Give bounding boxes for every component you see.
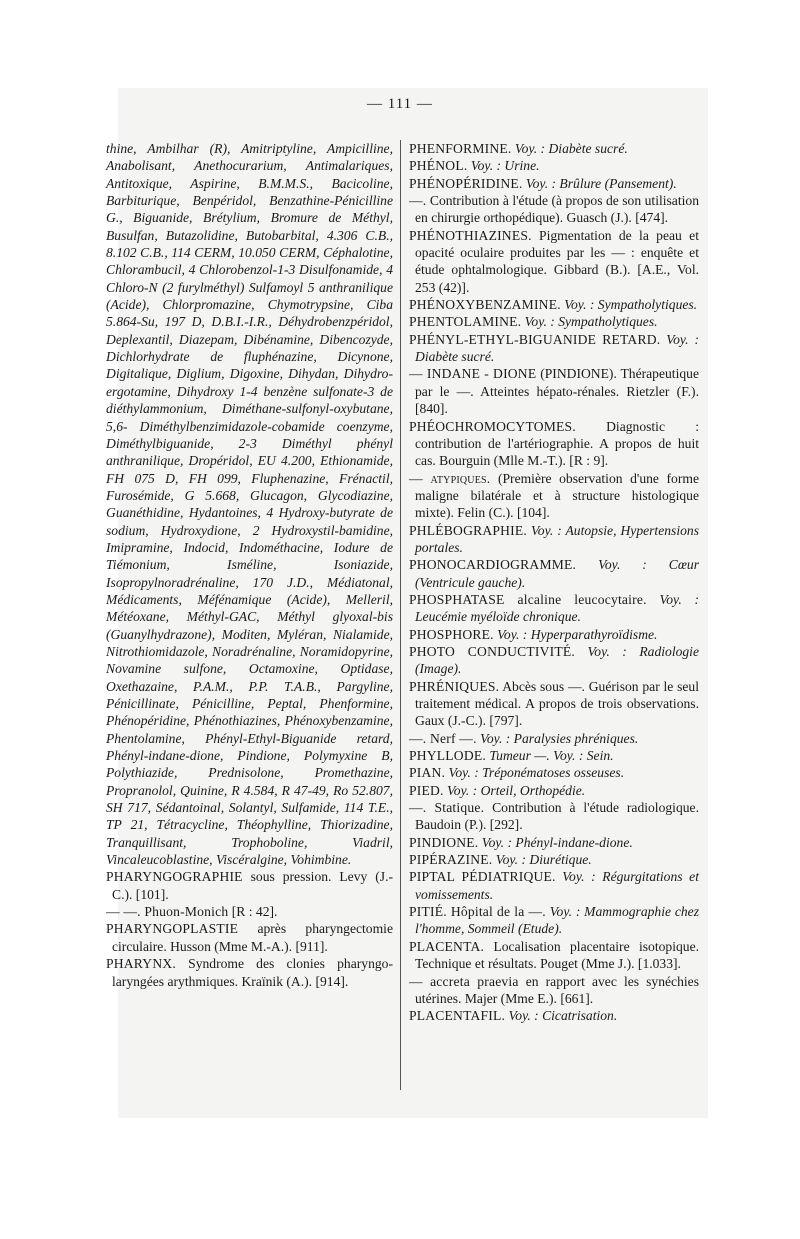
entry-text: Abcès sous —. Guérison par le seul traitement médical. A propos de trois observations. Gaux (J.-C.). [797].: [415, 678, 699, 729]
entry-text: Tumeur —. Voy. : Sein.: [485, 748, 614, 764]
index-entry: [409, 192, 699, 227]
entry-head: — —. Phuon-Monich: [106, 904, 229, 920]
entry-head: PIPÉRAZINE.: [409, 852, 493, 868]
index-entry: [409, 903, 699, 938]
index-entry: [106, 920, 393, 955]
entry-text: Voy. : Diabète sucré.: [415, 331, 699, 365]
entry-head: —. Statique.: [409, 800, 485, 816]
index-entry: [409, 938, 699, 973]
entry-text: Voy. : Leucémie myéloïde chronique.: [415, 591, 699, 625]
entry-head: PHARYNGOPLASTIE: [106, 921, 239, 937]
index-entry: [409, 851, 699, 868]
index-entry: [409, 331, 699, 366]
entry-text: Voy. : Orteil, Orthopédie.: [443, 782, 586, 798]
right-column: [409, 140, 699, 1025]
entry-head: —. Nerf —.: [409, 730, 477, 746]
index-entry: [409, 365, 699, 417]
entry-text: (PINDIONE). Thérapeutique par le —. Atteintes hépato-rénales. Rietzler (F.). [840].: [415, 366, 699, 417]
entry-head: PIPTAL PÉDIATRIQUE.: [409, 869, 556, 885]
entry-text: Voy. : Diurétique.: [492, 852, 592, 868]
index-entry: [409, 973, 699, 1008]
left-column: [106, 140, 393, 990]
index-entry: [106, 903, 393, 920]
entry-head: PHLÉBOGRAPHIE.: [409, 522, 527, 538]
entry-head: PHÉNOTHIAZINES.: [409, 227, 532, 243]
index-entry: [106, 868, 393, 903]
index-entry: [409, 747, 699, 764]
column-divider: [400, 140, 401, 1090]
entry-head: PHÉNOL.: [409, 158, 468, 174]
index-entry: [409, 313, 699, 330]
index-entry: [409, 834, 699, 851]
index-entry: [409, 227, 699, 296]
index-entry: [409, 418, 699, 470]
entry-head: — accreta praevia: [409, 973, 519, 989]
entry-head: PITIÉ. Hôpital de la —.: [409, 904, 546, 920]
entry-head: PHONOCARDIOGRAMME.: [409, 557, 577, 573]
index-entry: [409, 868, 699, 903]
index-entry: [409, 764, 699, 781]
entry-text: Voy. : Urine.: [467, 158, 540, 174]
drug-list-continuation: thine, Ambilhar (R), Amitriptyline, Ampicilline, Anabolisant, Anethocurarium, Antimalariques, Antitoxique, Aspirine, B.M.M.S., Bacicoline, Barbiturique, Benpéridol, Benzathine-Pénicilline G., Biguanide, Brétylium, Bromure de Méthyl, Busulfan, Butazolidine, Butobarbital, 4.306 C.B., 8.102 C.B., 114 CERM, 10.050 CERM, Céphalotine, Chlorambucil, 4 Chlorobenzol-1-3 Disulfonamide, 4 Chloro-N (2 furylméthyl) Sulfamoyl 5 anthranilique (Acide), Chlorpromazine, Chymotrypsine, Ciba 5.864-Su, 197 D, D.B.I.-I.R., Déhydrobenzpéridol, Deplexantil, Diazepam, Dibénamine, Dibencozyde, Dichlorhydrate de fluphénazine, Dicynone, Digitalique, Diglium, Digoxine, Dihydan, Dihydro-ergotamine, Dihydroxy 1-4 benzène sulfonate-3 de diéthylammonium, Diméthane-sulfonyl-oxybutane, 5,6- Diméthylbenzimidazole-cobamide coenzyme, Diméthylbiguanide, 2-3 Diméthyl phényl anthranilique, Dropéridol, EU 4.200, Ethionamide, FH 075 D, FH 099, Fluphenazine, Frénactil, Furosémide, G 5.668, Glucagon, Glycodiazine, Guanéthidine, Hydantoines, 4 Hydroxy-butyrate de sodium, Hydroxydione, 2 Hydroxystil-bamidine, Imipramine, Indocid, Indométhacine, Iodure de Tiémonium, Isméline, Isoniazide, Isopropylnoradrénaline, 170 J.D., Médiatonal, Médicaments, Méfénamique (Acide), Melleril, Météoxane, Méthyl-GAC, Méthyl glyoxal-bis (Guanylhydrazone), Moditen, Myléran, Nialamide, Nitrothiomidazole, Noradrénaline, Noramidopyrine, Novamine sulfone, Octamoxine, Optidase, Oxethazaine, P.A.M., P.P. T.A.B., Pargyline, Pénicillinate, Pénicilline, Peptal, Phenformine, Phénopéridine, Phénothiazines, Phénoxybenzamine, Phentolamine, Phényl-Ethyl-Biguanide retard, Phényl-indane-dione, Pindione, Polymyxine B, Polythiazide, Prednisolone, Promethazine, Propranolol, Quinine, R 4.584, R 47-49, Ro 52.807, SH 717, Sédantoinal, Solantyl, Sulfamide, 114 T.E., TP 21, Tétracycline, Théophylline, Thiorizadine, Tranquillisant, Trophoboline, Viadril, Vincaleucoblastine, Viscéralgine, Vohimbine.: [106, 141, 393, 868]
entry-head: PHARYNX.: [106, 956, 176, 972]
index-entry: [409, 730, 699, 747]
entry-head: PHOTO CONDUCTIVITÉ.: [409, 643, 575, 659]
entry-text: Voy. : Radiologie (Image).: [415, 643, 699, 677]
entry-text: Localisation placentaire isotopique. Technique et résultats. Pouget (Mme J.). [1.033].: [415, 938, 699, 972]
entry-head: PHOSPHORE.: [409, 626, 494, 642]
entry-text: Voy. : Tréponématoses osseuses.: [445, 765, 625, 781]
entry-head: PHÉNYL-ETHYL-BIGUANIDE RETARD.: [409, 331, 661, 347]
entry-head: PLACENTAFIL.: [409, 1008, 506, 1024]
index-entry: [409, 296, 699, 313]
index-entry: [409, 643, 699, 678]
entry-text: Contribution à l'étude (à propos de son utilisation en chirurgie orthopédique). Guasch (J.). [474].: [415, 193, 699, 226]
entry-head: PHRÉNIQUES.: [409, 678, 500, 694]
entry-text: Pigmentation de la peau et opacité oculaire produites par les — : enquête et étude ophtalmologique. Gibbard (B.). [A.E., Vol. 253 (42)].: [415, 227, 699, 295]
index-entry: [409, 591, 699, 626]
entry-text: Voy. : Autopsie, Hypertensions portales.: [415, 522, 699, 555]
entry-head: PINDIONE.: [409, 834, 479, 850]
index-entry: [409, 799, 699, 834]
entry-text: Syndrome des clonies pharyngo-laryngées arythmiques. Kraïnik (A.). [914].: [112, 956, 393, 989]
index-entry: [409, 678, 699, 730]
entry-head: PHENTOLAMINE.: [409, 314, 522, 330]
entry-text: [R : 42].: [228, 904, 278, 920]
index-entry: [409, 782, 699, 799]
entry-head: PHÉNOPÉRIDINE.: [409, 175, 523, 191]
index-entry: [409, 556, 699, 591]
entry-text: sous pression. Levy (J.-C.). [101].: [112, 869, 393, 902]
index-entry: [409, 522, 699, 557]
entry-head: PHOSPHATASE alcaline leucocytaire.: [409, 591, 647, 607]
index-entry: [409, 626, 699, 643]
page-number: — 111 —: [367, 96, 433, 112]
entry-head: — atypiques.: [409, 470, 491, 486]
entry-text: Voy. : Mammographie chez l'homme, Sommeil (Etude).: [415, 904, 699, 937]
entry-text: Voy. : Régurgitations et vomissements.: [415, 869, 699, 902]
entry-head: — INDANE - DIONE: [409, 366, 537, 382]
entry-text: (Première observation d'une forme maligne bilatérale et à structure histologique mixte). Felin (C.). [104].: [415, 470, 699, 521]
entry-head: PHENFORMINE.: [409, 141, 512, 156]
entry-head: PHÉOCHROMOCYTOMES.: [409, 418, 576, 434]
entry-text: en rapport avec les synéchies utérines. Majer (Mme E.). [661].: [415, 973, 699, 1006]
entry-text: Voy. : Hyperparathyroïdisme.: [493, 626, 658, 642]
index-entry: [409, 157, 699, 174]
entry-head: PHYLLODE.: [409, 748, 486, 764]
entry-head: PHÉNOXYBENZAMINE.: [409, 297, 561, 313]
index-entry: [409, 470, 699, 522]
entry-head: —.: [409, 193, 427, 209]
entry-head: PLACENTA.: [409, 938, 485, 954]
entry-text: Voy. : Cicatrisation.: [505, 1008, 618, 1024]
entry-text: Voy. : Diabète sucré.: [511, 141, 628, 156]
entry-head: PIED.: [409, 782, 444, 798]
index-entry: [106, 955, 393, 990]
entry-text: Voy. : Paralysies phréniques.: [476, 730, 639, 746]
index-entry: [409, 1007, 699, 1024]
entry-text: Voy. : Cœur (Ventricule gauche).: [415, 557, 699, 590]
entry-text: Voy. : Sympatholytiques.: [521, 314, 658, 330]
entry-text: Voy. : Phényl-indane-dione.: [478, 834, 633, 850]
entry-text: Contribution à l'étude radiologique. Baudoin (P.). [292].: [415, 800, 699, 833]
entry-head: PIAN.: [409, 765, 446, 781]
entry-text: Diagnostic : contribution de l'artériographie. A propos de huit cas. Bourguin (Mlle M.-T.). [R : 9].: [415, 418, 699, 469]
entry-text: Voy. : Brûlure (Pansement).: [522, 175, 677, 191]
entry-text: Voy. : Sympatholytiques.: [560, 297, 698, 313]
index-entry: [409, 140, 699, 157]
entry-text: après pharyngectomie circulaire. Husson (Mme M.-A.). [911].: [112, 921, 393, 954]
index-entry: [409, 175, 699, 192]
entry-head: PHARYNGOGRAPHIE: [106, 869, 243, 885]
